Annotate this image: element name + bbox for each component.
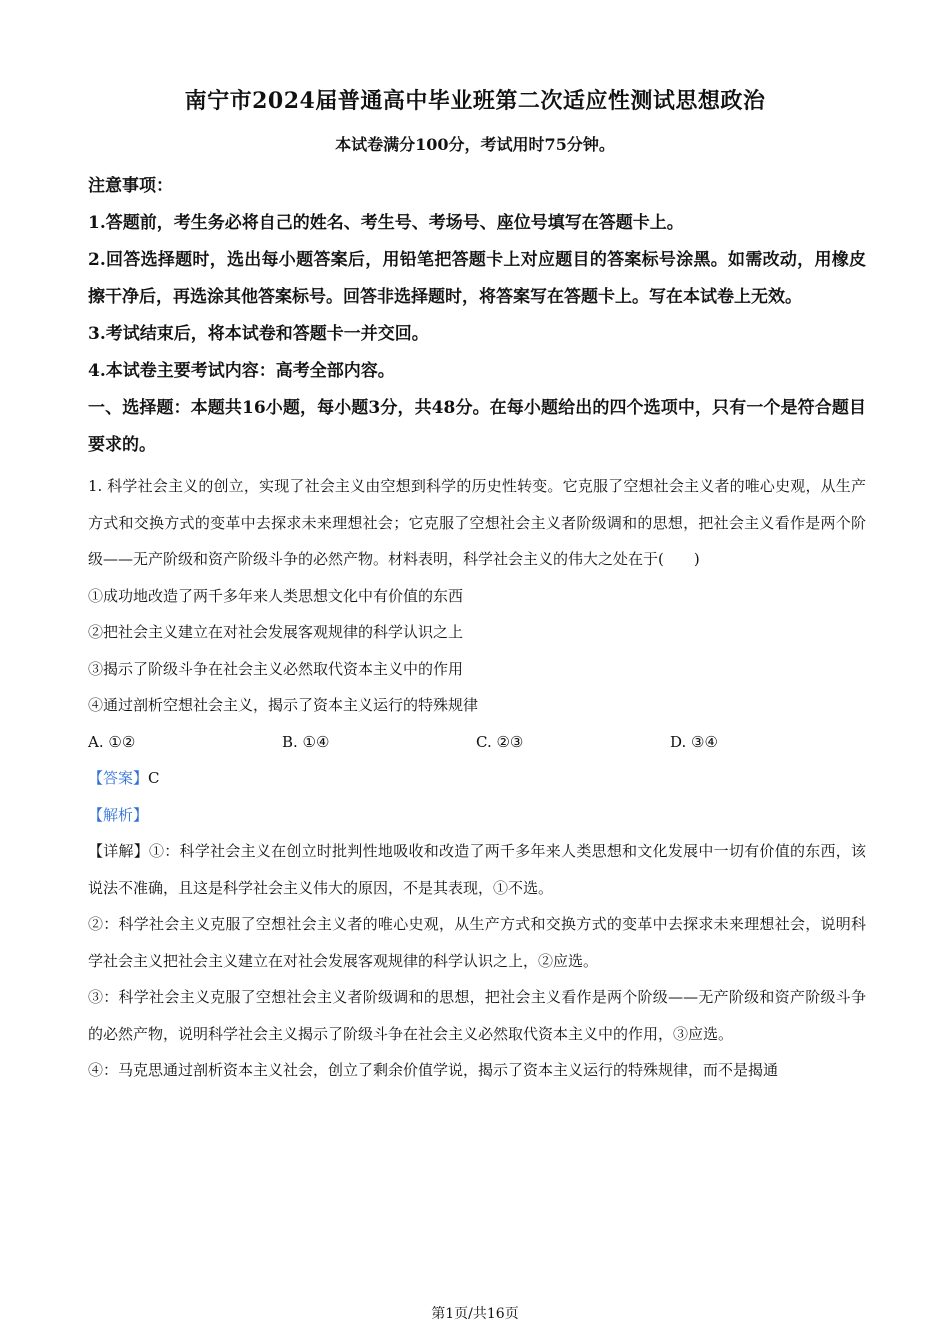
statement-2: ②把社会主义建立在对社会发展客观规律的科学认识之上 (88, 623, 464, 641)
detail-2: ②：科学社会主义克服了空想社会主义者的唯心史观，从生产方式和交换方式的变革中去探求未来理想社会，说明科学社会主义把社会主义建立在对社会发展客观规律的科学认识之上，②应选。 (88, 915, 866, 970)
option-c: C. ②③ (476, 732, 524, 751)
answer-tag: 【答案】 (88, 769, 149, 787)
statement-4: ④通过剖析空想社会主义，揭示了资本主义运行的特殊规律 (88, 696, 479, 714)
notice-block (88, 168, 866, 390)
statement-1: ①成功地改造了两千多年来人类思想文化中有价值的东西 (88, 586, 464, 605)
section-heading: 一、选择题：本题共16小题，每小题3分，共48分。在每小题给出的四个选项中，只有一个是符合题目要求的。 (88, 398, 866, 455)
notice-heading: 注意事项： (88, 176, 173, 196)
analysis-line (88, 797, 866, 834)
page-title: 南宁市2024届普通高中毕业班第二次适应性测试思想政治 (184, 88, 766, 114)
option-d: D. ③④ (670, 732, 718, 751)
page-content (88, 168, 866, 1089)
answer-options (88, 724, 866, 761)
detail-4: ④：马克思通过剖析资本主义社会，创立了剩余价值学说，揭示了资本主义运行的特殊规律，而不是揭通 (88, 1061, 779, 1079)
notice-item-2: 2.回答选择题时，选出每小题答案后，用铅笔把答题卡上对应题目的答案标号涂黑。如需改动，用橡皮擦干净后，再选涂其他答案标号。回答非选择题时，将答案写在答题卡上。写在本试卷上无效。 (88, 250, 866, 307)
detail-1: 【详解】①：科学社会主义在创立时批判性地吸收和改造了两千多年来人类思想和文化发展中一切有价值的东西，该说法不准确，且这是科学社会主义伟大的原因，不是其表现，①不选。 (88, 842, 866, 897)
statement-3: ③揭示了阶级斗争在社会主义必然取代资本主义中的作用 (88, 659, 464, 678)
answer-line (88, 760, 866, 797)
question-stem: 1. 科学社会主义的创立，实现了社会主义由空想到科学的历史性转变。它克服了空想社会主义者的唯心史观，从生产方式和交换方式的变革中去探求未来理想社会；它克服了空想社会主义者阶级调和的思想，把社会主义看作是两个阶级——无产阶级和资产阶级斗争的必然产物。材料表明，科学社会主义的伟大之处在于( ) (88, 477, 866, 568)
option-b: B. ①④ (282, 732, 330, 751)
option-a: A. ①② (88, 732, 136, 751)
detail-3: ③：科学社会主义克服了空想社会主义者阶级调和的思想，把社会主义看作是两个阶级——无产阶级和资产阶级斗争的必然产物，说明科学社会主义揭示了阶级斗争在社会主义必然取代资本主义中的作用，③应选。 (88, 988, 866, 1043)
question-1 (88, 468, 866, 1089)
exam-info: 本试卷满分100分，考试用时75分钟。 (335, 135, 615, 154)
analysis-tag: 【解析】 (88, 805, 149, 824)
notice-item-4: 4.本试卷主要考试内容：高考全部内容。 (88, 361, 395, 381)
page-footer: 第1页/共16页 (431, 1306, 519, 1322)
notice-item-3: 3.考试结束后，将本试卷和答题卡一并交回。 (88, 324, 429, 344)
notice-item-1: 1.答题前，考生务必将自己的姓名、考生号、考场号、座位号填写在答题卡上。 (88, 213, 684, 233)
answer-value: C (148, 769, 160, 787)
